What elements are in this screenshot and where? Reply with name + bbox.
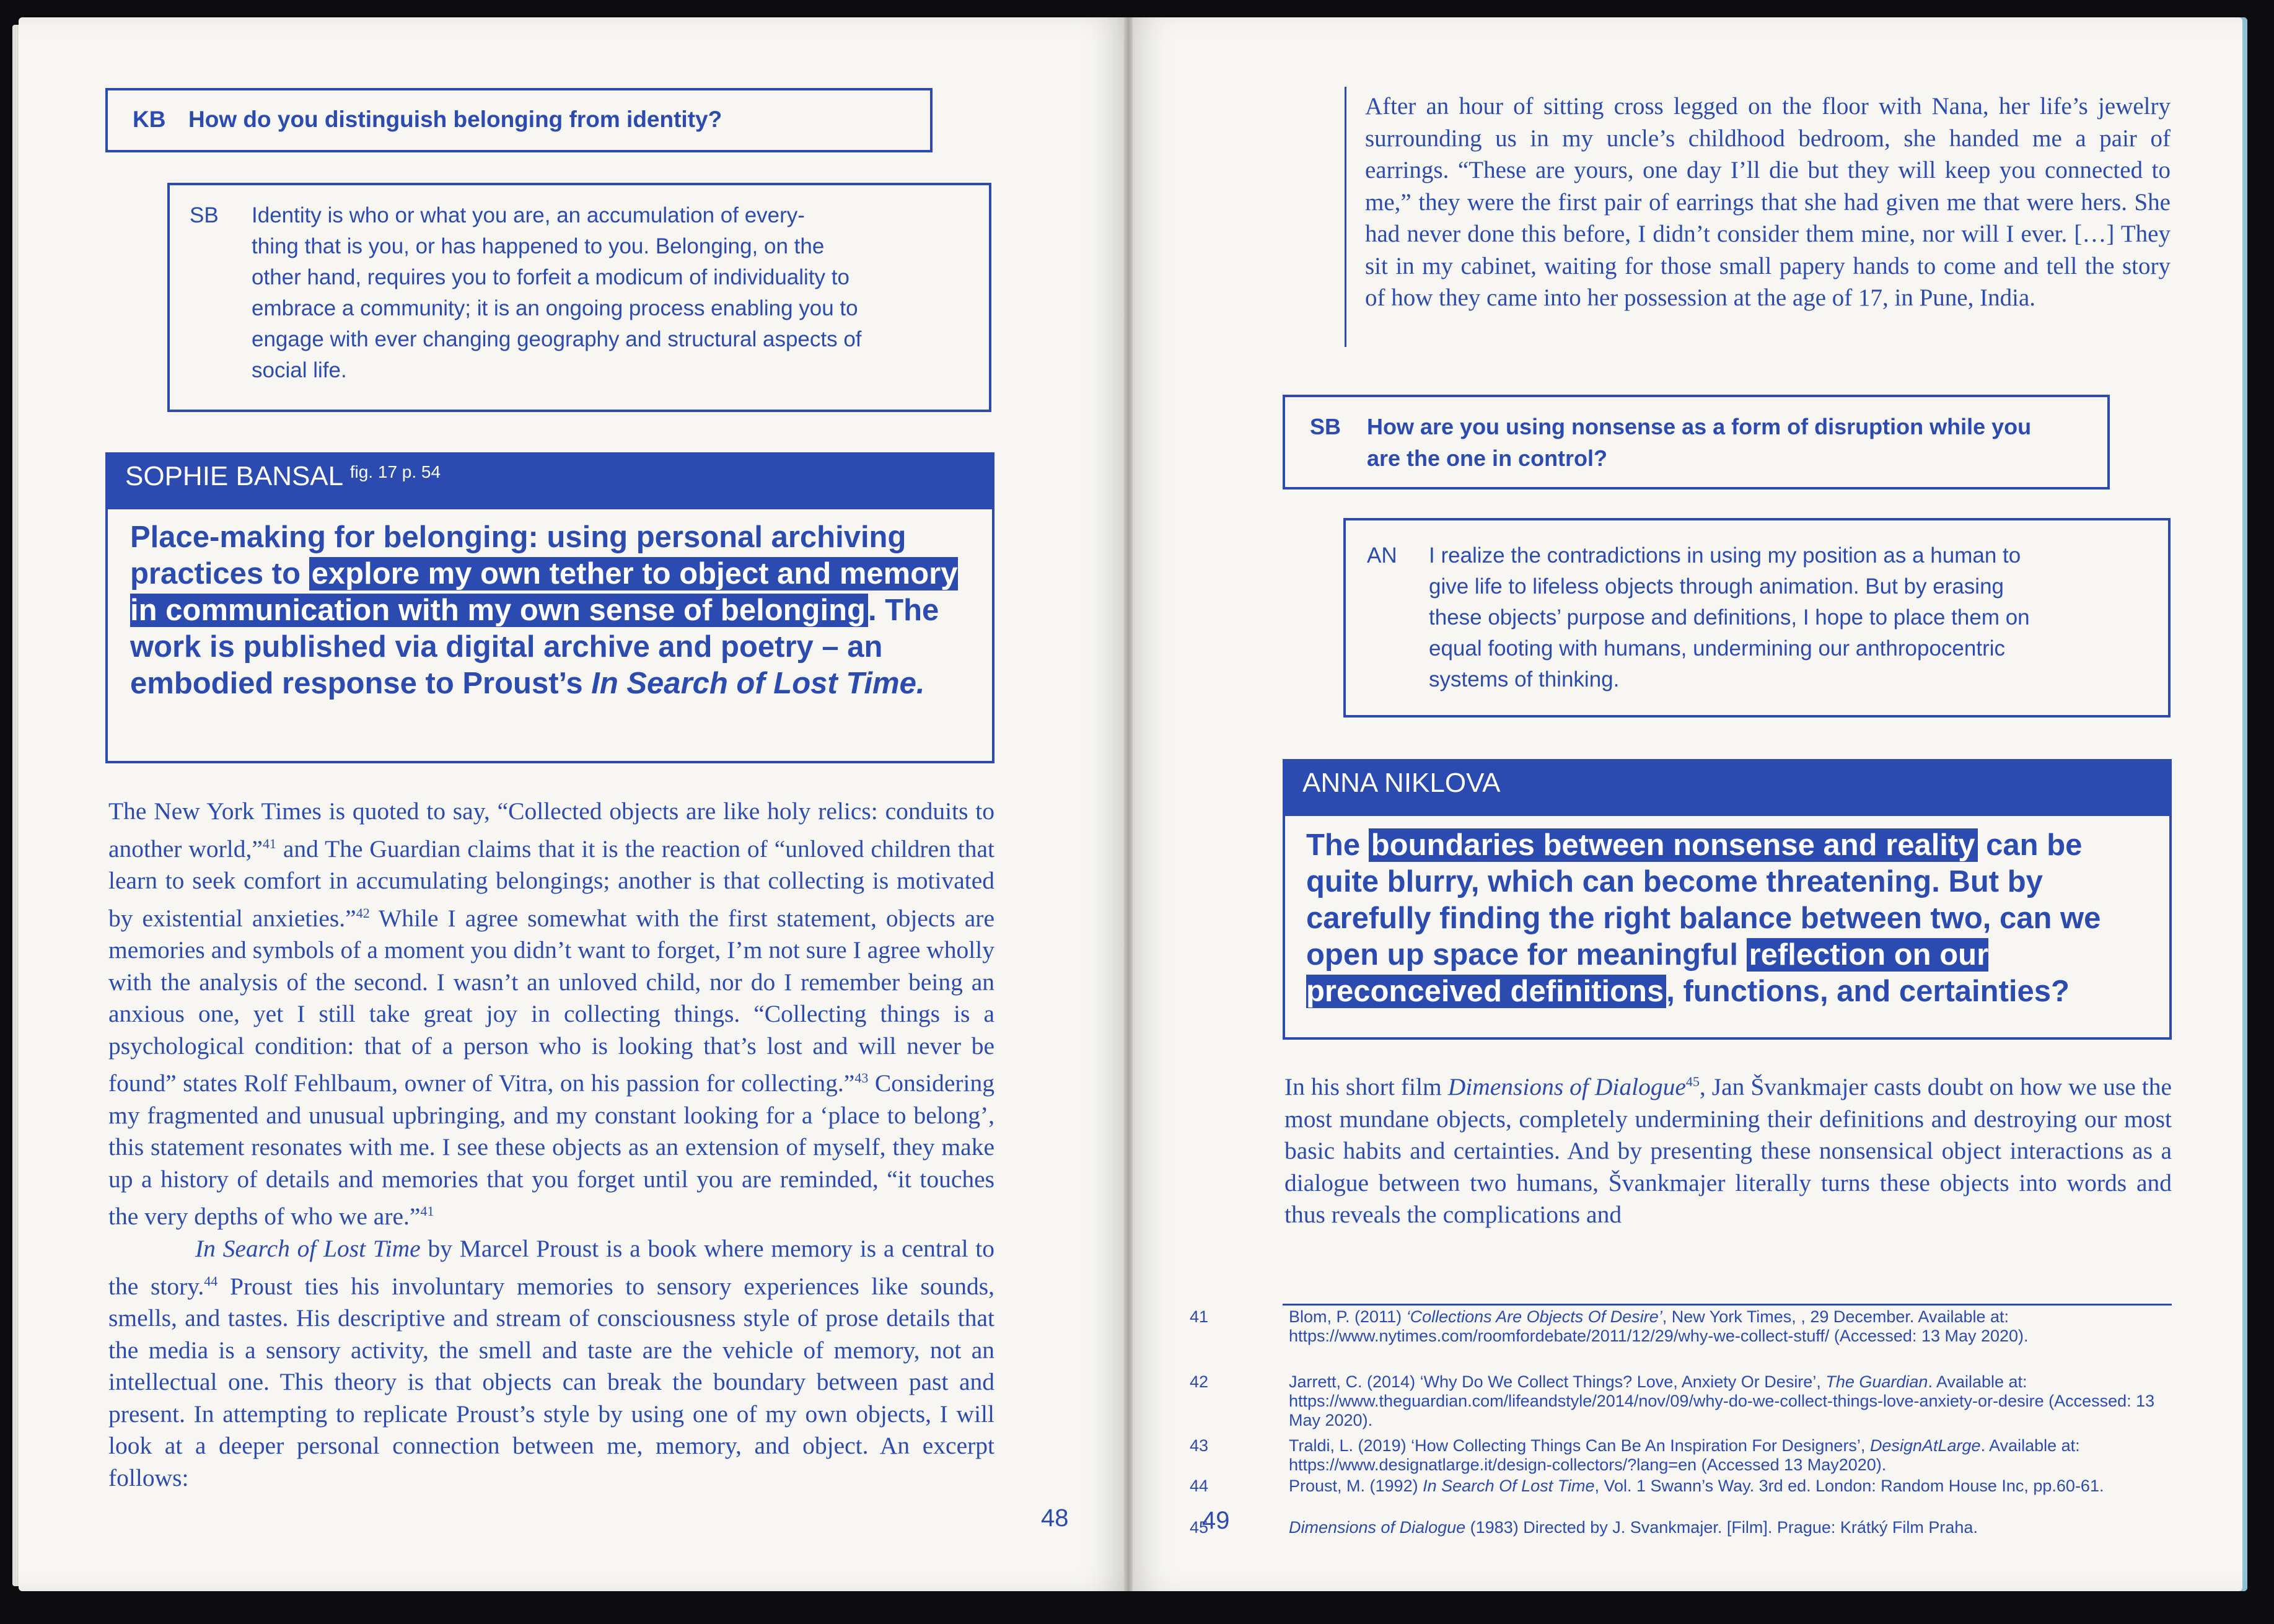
sb-answer-box [167, 183, 991, 412]
sophie-bansal-pull-quote: Place-making for belonging: using personal archiving practices to explore my own tether to object and memory in communication with my own sense of belonging. The work is published via digital archive and poetry – an embodied response to Proust’s In Search of Lost Time. [130, 520, 958, 700]
kb-question-box [105, 88, 933, 152]
kb-question: KB How do you distinguish belonging from identity? [133, 107, 722, 132]
footnote-43: 43 Traldi, L. (2019) ‘How Collecting Things Can Be An Inspiration For Designers’, DesignAtLarge. Available at: https://www.designatlarge.it/design-collectors/?lang=en (Accessed 13 May2020). [1190, 1436, 2080, 1474]
book-gutter [1124, 17, 1133, 1591]
anna-niklova-header: ANNA NIKLOVA [1283, 759, 2172, 816]
right-body-text [1284, 1066, 2172, 1231]
left-body-text [108, 796, 994, 1494]
excerpt-rule [1345, 87, 1346, 347]
sophie-bansal-header: SOPHIE BANSAL $^{fig. 17 p. 54}$ [105, 452, 994, 509]
sb-answer: SB Identity is who or what you are, an accumulation of every- thing that is you, or has happened to you. Belonging, on the other hand, requires you to forfeit a modicum of individuality to embrace a community; it is an ongoing process enabling you to engage with ever changing geography and structural aspects of social life. [190, 203, 862, 382]
proust-excerpt: After an hour of sitting cross legged on the floor with Nana, her life’s jewelry surrounding us in my uncle’s childhood bedroom, she handed me a pair of earrings. “These are yours, one day I’ll die but they will keep you connected to me,” they were the first pair of earrings that she had given me that were hers. She had never done this before, I didn’t consider them mine, nor will I ever. […] They sit in my cabinet, waiting for those small papery hands to come and tell the story of how they came into her possession at the age of 17, in Pune, India. [1365, 93, 2171, 311]
an-answer: AN I realize the contradictions in using my position as a human to give life to lifeless objects through animation. But by erasing these objects’ purpose and definitions, I hope to place them on equal footing with humans, undermining our anthropocentric systems of thinking. [1367, 543, 2030, 691]
anna-niklova-pull-quote: The boundaries between nonsense and reality can be quite blurry, which can become threatening. But by carefully finding the right balance between two, can we open up space for meaningful reflection on our preconceived definitions, functions, and certainties? [1306, 828, 2101, 1008]
body-paragraph: In his short film Dimensions of Dialogue$^{45}$, Jan Švankmajer casts doubt on how we use the most mundane objects, completely undermining their definitions and destroying our most basic habits and certainties. And by presenting these nonsensical object interactions as a dialogue between two humans, Švankmajer literally turns these objects into words and thus reveals the complications and [1284, 1073, 2172, 1229]
sb-question: SB How are you using nonsense as a form of disruption while you are the one in control? [1310, 414, 2032, 471]
footnote-42: 42 Jarrett, C. (2014) ‘Why Do We Collect Things? Love, Anxiety Or Desire’, The Guardian. Available at: https://www.theguardian.com/lifeandstyle/2014/nov/09/why-do-we-collect-things-love-anxiety-or-desire (Accessed: 13 May 2020). [1190, 1372, 2155, 1429]
body-paragraph: In Search of Lost Time by Marcel Proust is a book where memory is a central to the story.$^{44}$ Proust ties his involuntary memories to sensory experiences like sounds, smells, and tastes. His descriptive and stream of consciousness style of prose details that the media is a sensory activity, the smell and taste are the vehicle of memory, not an intellectual one. This theory is that objects can break the boundary between past and present. In attempting to replicate Proust’s style by using one of my own objects, I will look at a deeper personal connection between me, memory, and object. An excerpt follows: [108, 1235, 995, 1491]
footnote-45: 45 Dimensions of Dialogue (1983) Directed by J. Svankmajer. [Film]. Prague: Krátký Film Praha. [1190, 1518, 1978, 1537]
page-number-right: 49 [1202, 1507, 1230, 1534]
footnote-41: 41 Blom, P. (2011) ‘Collections Are Objects Of Desire’, New York Times, , 29 December. Available at: https://www.nytimes.com/roomfordebate/2011/12/29/why-we-collect-stuff/ (Accessed: 13 May 2020). [1190, 1307, 2029, 1345]
page-number-left: 48 [1041, 1504, 1069, 1532]
sb-question-box [1283, 395, 2110, 489]
an-answer-box [1343, 518, 2171, 718]
body-paragraph: The New York Times is quoted to say, “Collected objects are like holy relics: conduits to another world,”$^{41}$ and The Guardian claims that it is the reaction of “unloved children that learn to seek comfort in accumulating belongings; another is that collecting is motivated by existential anxieties.”$^{42}$ While I agree somewhat with the first statement, objects are memories and symbols of a moment you didn’t want to forget, I’m not sure I agree wholly with the analysis of the second. I wasn’t an unloved child, nor do I remember being an anxious one, yet I still take great joy in collecting things. “Collecting things is a psychological condition: that of a person who is looking that’s lost and will never be found” states Rolf Fehlbaum, owner of Vitra, on his passion for collecting.”$^{43}$ Considering my fragmented and unusual upbringing, and my constant looking for a ‘place to belong’, this statement resonates with me. I see these objects as an extension of myself, they make up a history of details and memories that you forget until you are reminded, “it touches the very depths of who we are.”$^{41}$ [108, 797, 994, 1231]
footnote-rule [1283, 1304, 2172, 1306]
footnote-44: 44 Proust, M. (1992) In Search Of Lost Time, Vol. 1 Swann’s Way. 3rd ed. London: Random House Inc, pp.60-61. [1190, 1477, 2104, 1495]
